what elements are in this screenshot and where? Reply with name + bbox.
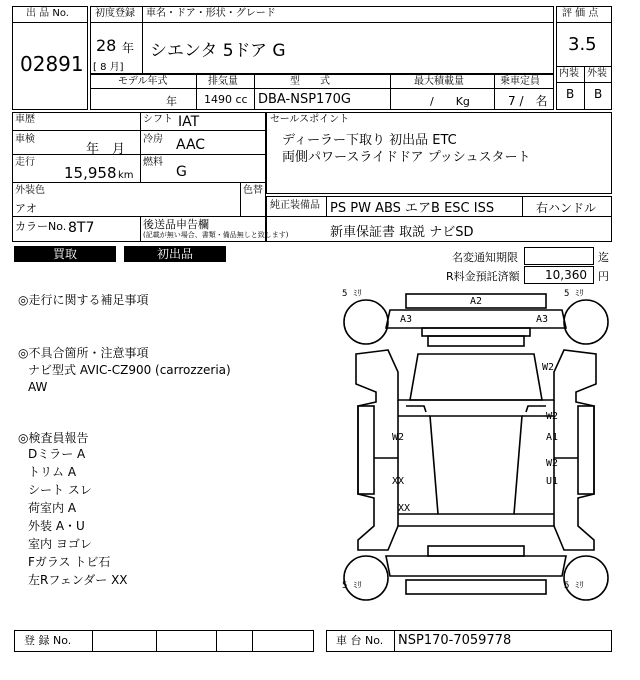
ext-color-label: 外装色 [15,185,45,196]
history-label: 車歴 [15,114,35,125]
max-load-label: 最大積載量 [414,76,464,87]
buy-button: 買取 [14,246,116,262]
mark-left-rear-door: XX [392,476,405,487]
mark-front-right: A3 [536,314,549,325]
fuel-label: 燃料 [143,157,163,168]
max-load-value: / Kg [430,95,470,108]
first-reg-year: 28 [96,36,117,55]
fee-value: 10,360 [545,268,587,282]
inspector-line-7: Fガラス トビ石 [28,555,111,569]
fuel-value: G [176,164,187,180]
inspector-title: ◎検査員報告 [18,431,89,445]
mark-right-front-door-1: W2 [546,411,559,422]
doc-note: (記載が無い場合、書類・備品無しと致します) [143,231,289,239]
first-reg-label: 初度登録 [95,8,135,19]
mileage-label: 走行 [15,157,35,168]
defects-title: ◎不具合箇所・注意事項 [18,346,149,360]
type-value: DBA-NSP170G [258,92,351,107]
first-reg-month: [ 8 月] [93,62,124,73]
mark-right-front-fender: W2 [542,362,555,373]
tire-rear-left [344,556,388,600]
inspector-line-6: 室内 ヨゴレ [28,537,92,551]
shift-value: IAT [178,114,200,130]
inspection-value: 年 月 [86,142,126,157]
chassis-label: 車 台 No. [336,634,384,647]
tire-front-left [344,300,388,344]
reg-label: 登 録 No. [24,634,72,647]
tire-label-fl: 5 ﾐﾘ [342,289,362,299]
chassis-value: NSP170-7059778 [398,633,512,648]
mark-right-rear-door-1: W2 [546,458,559,469]
ext-color-value: アオ [15,202,37,215]
inspector-line-4: 荷室内 A [28,501,77,515]
mark-right-rear-door-2: U1 [546,476,559,487]
notice-box [524,247,594,265]
rear-bumper [406,580,546,594]
inspector-line-2: トリム A [28,465,77,479]
tire-label-fr: 5 ﾐﾘ [564,289,584,299]
docs-value: 新車保証書 取説 ナビSD [330,225,474,240]
inspector-line-1: Dミラー A [28,447,86,461]
score-value: 3.5 [568,34,597,55]
repaint-label: 色替 [243,185,263,196]
interior-label: 内装 [559,68,579,79]
score-label: 評 価 点 [562,8,599,19]
sales-point-line2: 両側パワースライドドア プッシュスタート [282,150,531,165]
ac-label: 冷房 [143,134,163,145]
defect-line-2: AW [28,380,48,394]
body-outline [356,350,596,550]
inspection-label: 車検 [15,134,35,145]
mileage-value: 15,958 [64,164,117,182]
interior-grade: B [566,87,575,101]
defect-line-1: ナビ型式 AVIC-CZ900 (carrozzeria) [28,363,231,377]
mark-left-rear-fender: XX [398,503,411,514]
inspector-line-8: 左Rフェンダー XX [28,573,128,587]
inspector-line-5: 外装 A・U [28,519,85,533]
handle-value: 右ハンドル [536,201,597,215]
first-listing-button: 初出品 [124,246,226,262]
shift-label: シフト [143,114,173,125]
supplement-title: ◎走行に関する補足事項 [18,293,149,307]
mark-front-left: A3 [400,314,413,325]
lot-number: 02891 [20,52,84,76]
car-name: シエンタ 5ドア G [150,41,286,61]
inspector-line-3: シート スレ [28,483,92,497]
year-unit: 年 [122,41,135,55]
notice-label: 名変通知期限 [452,251,518,264]
notice-unit: 迄 [598,251,609,264]
capacity-label: 乗車定員 [500,76,540,87]
color-no-value: 8T7 [68,220,95,236]
mark-left-front-door: W2 [392,432,405,443]
displacement-label: 排気量 [208,76,238,87]
mileage-unit: km [118,170,134,181]
ac-value: AAC [176,137,206,153]
car-damage-diagram [338,288,614,610]
tire-rear-right [564,556,608,600]
mark-right-front-door-2: A1 [546,432,559,443]
fee-label: R料金預託済額 [446,270,520,283]
mark-front-bumper: A2 [470,296,483,307]
sales-point-line1: ディーラー下取り 初出品 ETC [282,133,457,148]
tire-label-rr: 5 ﾐﾘ [564,581,584,591]
model-year-unit: 年 [166,95,177,108]
sales-point-label: セールスポイント [270,114,350,125]
displacement-value: 1490 cc [204,93,248,106]
equipment-label: 純正装備品 [270,200,320,211]
roof [430,416,522,514]
color-no-label: カラーNo. [15,220,67,233]
exterior-grade: B [594,87,603,101]
car-name-label: 車名・ドア・形状・グレード [146,8,276,19]
fee-unit: 円 [598,270,609,283]
doc-label: 後送品申告欄 [143,218,209,231]
exterior-label: 外装 [587,68,607,79]
tire-label-rl: 5 ﾐﾘ [342,581,362,591]
capacity-value: 7 / 名 [508,94,548,108]
lot-label: 出 品 No. [26,8,69,19]
equipment-value: PS PW ABS エアB ESC ISS [330,201,495,216]
model-year-label: モデル年式 [118,76,168,87]
type-label: 型 式 [290,76,330,87]
tire-front-right [564,300,608,344]
